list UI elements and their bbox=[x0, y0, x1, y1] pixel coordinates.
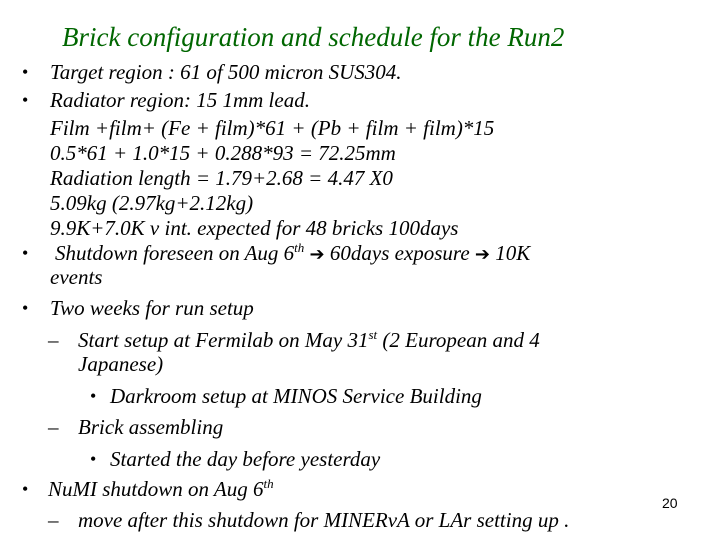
bullet-marker: • bbox=[22, 243, 29, 263]
move-setup-text: move after this shutdown for MINERvA or LAr setting up . bbox=[78, 508, 570, 532]
radiator-detail-line: 0.5*61 + 1.0*15 + 0.288*93 = 72.25mm bbox=[50, 141, 396, 165]
start-setup-continuation: Japanese) bbox=[78, 352, 164, 376]
start-setup-text bbox=[78, 328, 540, 352]
shutdown-continuation: events bbox=[50, 265, 103, 289]
ordinal-suffix: th bbox=[263, 476, 274, 491]
exposure-text: 60days exposure bbox=[329, 241, 470, 265]
radiator-detail-line: Radiation length = 1.79+2.68 = 4.47 X0 bbox=[50, 166, 393, 190]
radiator-detail-line: 5.09kg (2.97kg+2.12kg) bbox=[50, 191, 254, 215]
start-setup-note: (2 European and 4 bbox=[382, 328, 540, 352]
shutdown-foreseen-text bbox=[55, 241, 530, 267]
dash-marker: – bbox=[48, 508, 59, 532]
shutdown-text: Shutdown foreseen on Aug 6 bbox=[55, 241, 295, 265]
two-weeks-text: Two weeks for run setup bbox=[50, 296, 254, 320]
ordinal-suffix: st bbox=[368, 327, 378, 342]
target-region-text: Target region : 61 of 500 micron SUS304. bbox=[50, 60, 402, 84]
started-text: Started the day before yesterday bbox=[110, 447, 381, 471]
dash-marker: – bbox=[48, 415, 59, 439]
dash-marker: – bbox=[48, 328, 59, 352]
bullet-marker: • bbox=[22, 479, 29, 499]
brick-assembling-text: Brick assembling bbox=[78, 415, 224, 439]
radiator-region-text: Radiator region: 15 1mm lead. bbox=[50, 88, 310, 112]
page-title: Brick configuration and schedule for the Run2 bbox=[62, 22, 565, 52]
bullet-marker: • bbox=[22, 62, 29, 82]
ordinal-suffix: th bbox=[294, 240, 305, 255]
bullet-marker: • bbox=[22, 90, 29, 110]
arrow-right-icon: ➔ bbox=[309, 244, 325, 265]
bullet-marker: • bbox=[90, 386, 97, 406]
events-count-text: 10K bbox=[495, 241, 531, 265]
radiator-detail-line: 9.9K+7.0K ν int. expected for 48 bricks 100days bbox=[50, 216, 459, 240]
bullet-marker: • bbox=[22, 298, 29, 318]
start-setup-main: Start setup at Fermilab on May 31 bbox=[78, 328, 369, 352]
bullet-marker: • bbox=[90, 449, 97, 469]
page-number: 20 bbox=[662, 495, 678, 511]
numi-shutdown-text bbox=[48, 477, 274, 501]
darkroom-text: Darkroom setup at MINOS Service Building bbox=[110, 384, 482, 408]
numi-shutdown-main: NuMI shutdown on Aug 6 bbox=[48, 477, 264, 501]
radiator-detail-line: Film +film+ (Fe + film)*61 + (Pb + film + film)*15 bbox=[50, 116, 495, 140]
arrow-right-icon: ➔ bbox=[474, 244, 490, 265]
